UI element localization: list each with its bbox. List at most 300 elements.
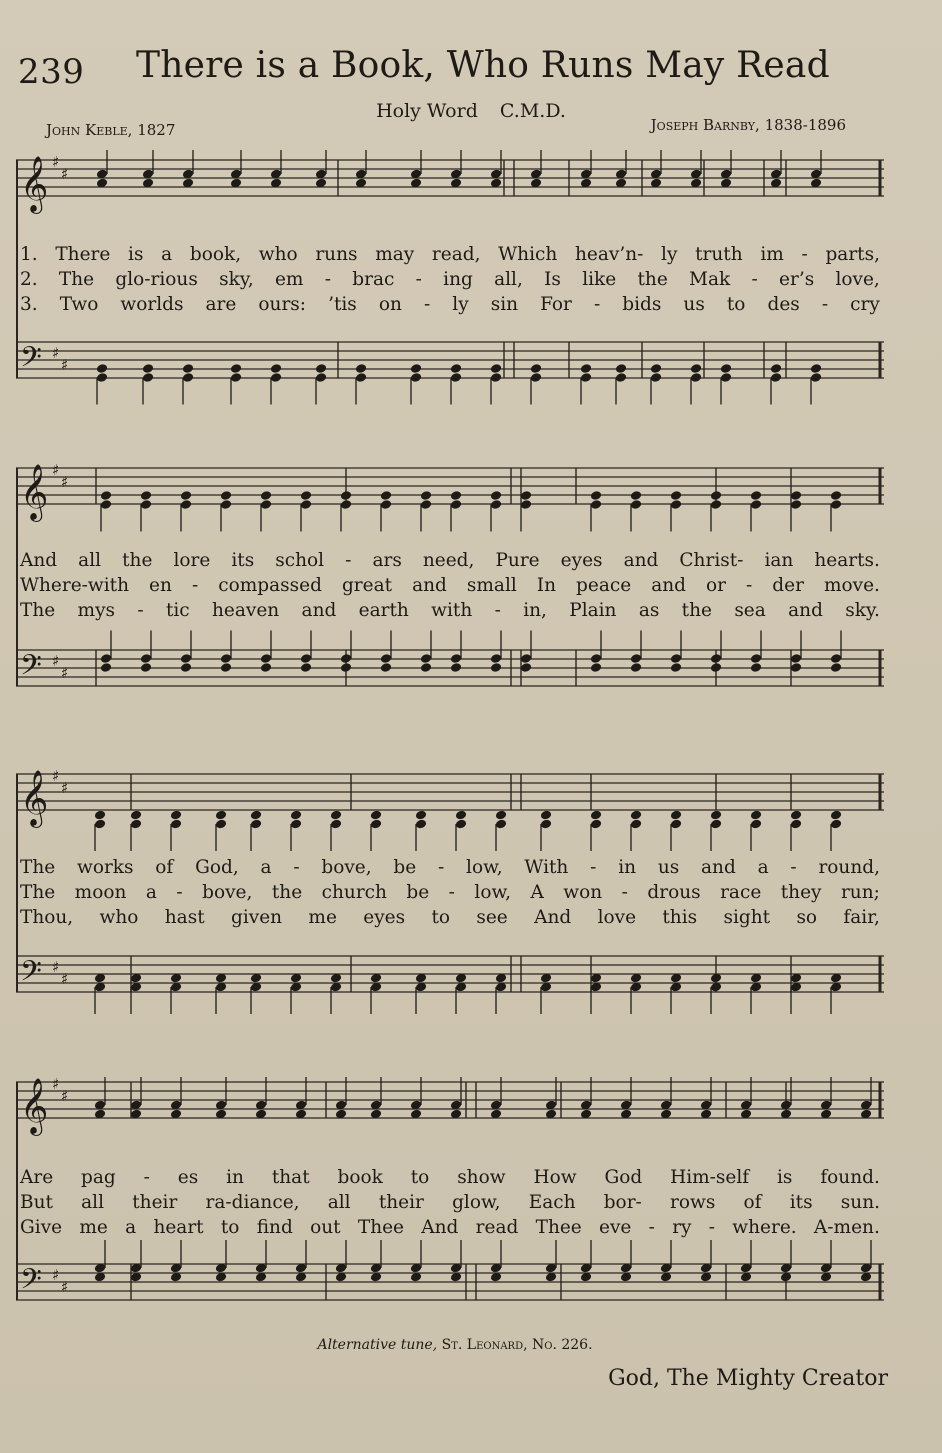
lyric-syllable: God: [604, 1167, 643, 1188]
lyric-syllable: as: [638, 600, 660, 621]
note-head: [142, 363, 155, 374]
lyric-syllable: And: [20, 550, 58, 571]
note-head: [720, 363, 733, 374]
lyric-syllable: How: [533, 1167, 577, 1188]
lyric-syllable: love,: [835, 269, 880, 290]
lyric-syllable: -: [648, 1217, 655, 1238]
note-head: [630, 490, 643, 501]
verse-row: [16, 294, 884, 315]
sharp-icon: ♯: [52, 1075, 60, 1093]
lyric-syllable: and: [701, 857, 736, 878]
note-head: [750, 490, 763, 501]
note-head: [94, 809, 107, 820]
lyric-syllable: Is: [544, 269, 561, 290]
lyric-syllable: sight: [723, 907, 771, 928]
sharp-icon: ♯: [52, 1266, 60, 1284]
lyric-syllable: A-men.: [813, 1217, 880, 1238]
note-head: [630, 809, 643, 820]
sharp-icon: ♯: [61, 356, 69, 374]
note-head: [690, 363, 703, 374]
lyric-syllable: And: [421, 1217, 459, 1238]
note-head: [630, 662, 643, 673]
lyric-syllable: their: [132, 1192, 178, 1213]
lyric-syllable: mys: [77, 600, 116, 621]
lyric-syllable: eve: [599, 1217, 632, 1238]
lyric-syllable: eyes: [363, 907, 406, 928]
lyric-syllable: des: [767, 294, 800, 315]
lyric-syllable: -: [593, 294, 601, 315]
lyric-syllable: Thou,: [20, 907, 74, 928]
verse-row: [16, 600, 884, 621]
lyric-syllable: compassed: [218, 575, 322, 596]
lyric-syllable: a: [161, 244, 173, 265]
lyric-syllable: 2.: [20, 269, 38, 290]
lyric-syllable: -: [494, 600, 501, 621]
lyric-syllable: and: [623, 550, 659, 571]
lyric-syllable: -: [176, 882, 183, 903]
lyric-syllable: glow,: [452, 1192, 501, 1213]
lyric-syllable: pag: [81, 1167, 116, 1188]
lyric-syllable: -: [423, 294, 431, 315]
lyric-syllable: to: [220, 1217, 240, 1238]
note-head: [340, 662, 353, 673]
lyric-syllable: er’s: [779, 269, 815, 290]
lyric-syllable: ours:: [258, 294, 307, 315]
lyric-syllable: heav’n-: [574, 244, 644, 265]
lyric-syllable: ry: [672, 1217, 692, 1238]
lyric-syllable: read: [475, 1217, 519, 1238]
lyric-syllable: this: [662, 907, 698, 928]
lyric-syllable: me: [79, 1217, 108, 1238]
note-head: [140, 662, 153, 673]
lyric-syllable: book: [337, 1167, 383, 1188]
lyric-syllable: -: [790, 857, 797, 878]
sharp-icon: ♯: [52, 153, 60, 171]
note-head: [300, 662, 313, 673]
note-head: [830, 490, 843, 501]
lyric-syllable: us: [657, 857, 680, 878]
lyric-syllable: im: [760, 244, 784, 265]
lyric-syllable: need,: [422, 550, 475, 571]
lyric-syllable: to: [726, 294, 746, 315]
lyric-syllable: given: [230, 907, 283, 928]
lyric-syllable: ian: [764, 550, 794, 571]
lyric-syllable: low,: [474, 882, 511, 903]
lyric-syllable: And: [534, 907, 572, 928]
lyric-syllable: God,: [195, 857, 239, 878]
note-head: [830, 662, 843, 673]
music-system-2: [16, 458, 884, 728]
lyric-syllable: -: [415, 269, 422, 290]
lyric-syllable: Which: [498, 244, 558, 265]
lyric-syllable: The: [20, 600, 56, 621]
lyric-syllable: truth: [695, 244, 743, 265]
lyric-syllable: in,: [523, 600, 547, 621]
lyric-syllable: -: [324, 269, 332, 290]
sharp-icon: ♯: [61, 473, 69, 491]
note-head: [215, 809, 228, 820]
lyric-syllable: -: [821, 294, 829, 315]
note-head: [270, 363, 283, 374]
lyric-syllable: great: [341, 575, 393, 596]
lyric-syllable: a: [145, 882, 157, 903]
lyric-syllable: and: [301, 600, 337, 621]
lyric-syllable: read,: [431, 244, 481, 265]
lyric-syllable: Each: [528, 1192, 576, 1213]
lyric-syllable: bids: [622, 294, 662, 315]
lyric-syllable: move.: [823, 575, 880, 596]
sharp-icon: ♯: [52, 767, 60, 785]
lyric-syllable: race: [720, 882, 762, 903]
bass-clef-icon: 𝄢: [20, 649, 42, 689]
note-head: [220, 662, 233, 673]
note-head: [750, 662, 763, 673]
lyric-syllable: With: [524, 857, 569, 878]
note-head: [420, 490, 433, 501]
lyric-syllable: Christ-: [679, 550, 744, 571]
note-head: [220, 490, 233, 501]
lyric-syllable: In: [536, 575, 557, 596]
note-head: [380, 490, 393, 501]
lyric-syllable: with: [431, 600, 473, 621]
lyric-syllable: the: [271, 882, 303, 903]
lyric-syllable: -: [143, 1167, 150, 1188]
note-head: [770, 363, 783, 374]
lyric-syllable: us: [683, 294, 705, 315]
sharp-icon: ♯: [61, 1087, 69, 1105]
note-head: [790, 809, 803, 820]
lyric-syllable: bove,: [321, 857, 372, 878]
note-head: [100, 662, 113, 673]
lyric-syllable: Pure: [495, 550, 540, 571]
note-head: [315, 363, 328, 374]
verse-row: [16, 1192, 884, 1213]
note-head: [830, 809, 843, 820]
note-head: [710, 490, 723, 501]
lyric-syllable: its: [231, 550, 255, 571]
note-head: [490, 490, 503, 501]
lyric-syllable: in: [618, 857, 637, 878]
note-head: [710, 662, 723, 673]
sharp-icon: ♯: [61, 1278, 69, 1296]
note-head: [260, 490, 273, 501]
note-head: [180, 662, 193, 673]
lyric-syllable: their: [378, 1192, 424, 1213]
lyric-syllable: on: [378, 294, 402, 315]
lyric-syllable: schol: [275, 550, 325, 571]
lyric-syllable: Where-with: [20, 575, 130, 596]
lyric-syllable: The: [20, 857, 56, 878]
lyric-syllable: all: [81, 1192, 105, 1213]
lyric-syllable: or: [706, 575, 726, 596]
lyric-syllable: Him-self: [670, 1167, 750, 1188]
lyric-syllable: see: [476, 907, 508, 928]
note-head: [410, 363, 423, 374]
note-head: [750, 809, 763, 820]
bass-clef-icon: 𝄢: [20, 1263, 42, 1303]
alternative-tune-name: St. Leonard, No. 226.: [441, 1337, 593, 1353]
lyric-syllable: church: [321, 882, 387, 903]
note-head: [650, 363, 663, 374]
lyric-syllable: 1.: [20, 244, 38, 265]
lyric-syllable: a: [125, 1217, 137, 1238]
lyric-syllable: -: [191, 575, 199, 596]
lyric-syllable: ly: [452, 294, 469, 315]
lyric-syllable: ing: [443, 269, 473, 290]
lyric-syllable: Mak: [689, 269, 731, 290]
lyric-syllable: peace: [576, 575, 632, 596]
lyric-syllable: -: [751, 269, 758, 290]
lyric-syllable: sky,: [219, 269, 254, 290]
lyric-syllable: es: [177, 1167, 199, 1188]
note-head: [590, 490, 603, 501]
verse-row: [16, 244, 884, 265]
treble-clef-icon: 𝄞: [20, 770, 49, 826]
lyric-syllable: book,: [189, 244, 242, 265]
lyric-syllable: who: [258, 244, 298, 265]
lyric-syllable: rows: [670, 1192, 716, 1213]
note-head: [355, 363, 368, 374]
note-head: [100, 490, 113, 501]
composer-credit: Joseph Barnby, 1838-1896: [650, 116, 846, 134]
lyric-syllable: sea: [734, 600, 766, 621]
note-head: [615, 363, 628, 374]
lyric-syllable: they: [780, 882, 822, 903]
lyric-syllable: For: [540, 294, 572, 315]
lyric-syllable: Are: [20, 1167, 54, 1188]
lyric-syllable: 3.: [20, 294, 38, 315]
sharp-icon: ♯: [52, 344, 60, 362]
lyric-syllable: A: [530, 882, 544, 903]
lyric-syllable: cry: [850, 294, 880, 315]
note-head: [490, 363, 503, 374]
note-head: [670, 490, 683, 501]
note-head: [96, 363, 109, 374]
note-head: [670, 662, 683, 673]
lyric-syllable: em: [274, 269, 304, 290]
lyric-syllable: and: [412, 575, 447, 596]
note-head: [420, 662, 433, 673]
lyric-syllable: of: [155, 857, 174, 878]
lyric-syllable: who: [99, 907, 139, 928]
music-system-4: [16, 1072, 884, 1342]
sharp-icon: ♯: [61, 165, 69, 183]
lyric-syllable: its: [789, 1192, 813, 1213]
note-head: [490, 662, 503, 673]
sharp-icon: ♯: [52, 461, 60, 479]
note-head: [590, 809, 603, 820]
lyric-syllable: glo-rious: [115, 269, 198, 290]
lyric-syllable: parts,: [825, 244, 880, 265]
note-head: [170, 809, 183, 820]
lyric-syllable: bor-: [603, 1192, 642, 1213]
lyric-syllable: Plain: [569, 600, 617, 621]
lyric-syllable: earth: [358, 600, 409, 621]
author-credit: John Keble, 1827: [46, 121, 176, 139]
note-head: [230, 363, 243, 374]
lyric-syllable: Thee: [535, 1217, 582, 1238]
lyric-syllable: sun.: [840, 1192, 880, 1213]
music-system-3: [16, 764, 884, 1034]
note-head: [450, 662, 463, 673]
lyric-syllable: -: [293, 857, 300, 878]
note-head: [670, 809, 683, 820]
note-head: [415, 809, 428, 820]
lyric-syllable: Give: [20, 1217, 63, 1238]
music-system-1: [16, 150, 884, 420]
lyric-syllable: small: [466, 575, 517, 596]
note-head: [340, 490, 353, 501]
section-title: God, The Mighty Creator: [608, 1366, 888, 1391]
sharp-icon: ♯: [52, 958, 60, 976]
lyric-syllable: a: [260, 857, 272, 878]
verse-row: [16, 857, 884, 878]
lyric-syllable: der: [772, 575, 804, 596]
lyric-syllable: won: [563, 882, 603, 903]
verse-row: [16, 575, 884, 596]
lyric-syllable: where.: [732, 1217, 797, 1238]
lyric-syllable: brac: [352, 269, 395, 290]
lyric-syllable: show: [457, 1167, 506, 1188]
lyric-syllable: the: [637, 269, 668, 290]
note-head: [810, 363, 823, 374]
note-head: [300, 490, 313, 501]
verse-row: [16, 550, 884, 571]
note-head: [710, 809, 723, 820]
lyric-syllable: and: [651, 575, 686, 596]
note-head: [495, 809, 508, 820]
lyric-syllable: Two: [59, 294, 99, 315]
lyric-syllable: ra-diance,: [205, 1192, 300, 1213]
lyric-syllable: that: [271, 1167, 310, 1188]
lyric-syllable: of: [743, 1192, 762, 1213]
lyric-syllable: There: [55, 244, 111, 265]
lyric-syllable: Thee: [357, 1217, 405, 1238]
lyric-syllable: -: [137, 600, 144, 621]
lyric-syllable: are: [205, 294, 237, 315]
lyric-syllable: en: [149, 575, 172, 596]
treble-clef-icon: 𝄞: [20, 1078, 49, 1134]
verse-row: [16, 907, 884, 928]
treble-clef-icon: 𝄞: [20, 156, 49, 212]
sharp-icon: ♯: [52, 652, 60, 670]
lyric-syllable: all: [78, 550, 102, 571]
lyric-syllable: tic: [165, 600, 190, 621]
lyric-syllable: -: [345, 550, 352, 571]
lyric-syllable: The: [58, 269, 95, 290]
lyric-syllable: -: [708, 1217, 716, 1238]
bass-clef-icon: 𝄢: [20, 955, 42, 995]
tune-name: Holy Word: [376, 100, 478, 122]
note-head: [380, 662, 393, 673]
lyric-syllable: But: [20, 1192, 53, 1213]
bass-clef-icon: 𝄢: [20, 341, 42, 381]
lyric-syllable: be: [406, 882, 430, 903]
lyric-syllable: runs: [315, 244, 358, 265]
lyric-syllable: ’tis: [328, 294, 357, 315]
lyric-syllable: heaven: [212, 600, 280, 621]
verse-row: [16, 1217, 884, 1238]
lyric-syllable: ly: [661, 244, 678, 265]
lyric-syllable: is: [777, 1167, 793, 1188]
alternative-tune-label: Alternative tune,: [317, 1337, 438, 1353]
sharp-icon: ♯: [61, 779, 69, 797]
sharp-icon: ♯: [61, 970, 69, 988]
lyric-syllable: drous: [647, 882, 701, 903]
lyric-syllable: -: [621, 882, 628, 903]
lyric-syllable: round,: [818, 857, 880, 878]
note-head: [370, 809, 383, 820]
alternative-tune-note: [0, 1337, 910, 1353]
lyric-syllable: worlds: [120, 294, 184, 315]
note-head: [290, 809, 303, 820]
lyric-syllable: run;: [840, 882, 880, 903]
note-head: [182, 363, 195, 374]
lyric-syllable: -: [746, 575, 753, 596]
lyric-syllable: hearts.: [814, 550, 880, 571]
lyric-syllable: -: [801, 244, 808, 265]
lyric-syllable: fair,: [843, 907, 880, 928]
lyric-syllable: the: [122, 550, 153, 571]
lyric-syllable: eyes: [560, 550, 603, 571]
lyric-syllable: me: [308, 907, 337, 928]
note-head: [580, 363, 593, 374]
sharp-icon: ♯: [61, 664, 69, 682]
lyric-syllable: the: [681, 600, 712, 621]
note-head: [260, 662, 273, 673]
note-head: [450, 363, 463, 374]
lyric-syllable: and: [788, 600, 823, 621]
note-head: [590, 662, 603, 673]
lyric-syllable: -: [448, 882, 455, 903]
lyric-syllable: -: [590, 857, 597, 878]
lyric-syllable: to: [431, 907, 451, 928]
treble-clef-icon: 𝄞: [20, 464, 49, 520]
note-head: [450, 490, 463, 501]
note-head: [250, 809, 263, 820]
note-head: [455, 809, 468, 820]
lyric-syllable: find: [256, 1217, 293, 1238]
lyric-syllable: hast: [164, 907, 205, 928]
note-head: [330, 809, 343, 820]
lyric-syllable: so: [796, 907, 818, 928]
lyric-syllable: found.: [820, 1167, 880, 1188]
lyric-syllable: -: [437, 857, 445, 878]
lyric-syllable: all: [327, 1192, 351, 1213]
lyric-syllable: ars: [372, 550, 402, 571]
hymn-title: There is a Book, Who Runs May Read: [136, 45, 830, 86]
lyric-syllable: all,: [494, 269, 523, 290]
lyric-syllable: to: [410, 1167, 430, 1188]
lyric-syllable: is: [128, 244, 144, 265]
lyric-syllable: The: [20, 882, 56, 903]
lyric-syllable: be: [393, 857, 417, 878]
lyric-syllable: sin: [490, 294, 519, 315]
hymn-number: 239: [18, 52, 85, 92]
lyric-syllable: out: [310, 1217, 341, 1238]
lyric-syllable: low,: [466, 857, 503, 878]
note-head: [140, 490, 153, 501]
lyric-syllable: in: [226, 1167, 244, 1188]
note-head: [530, 363, 543, 374]
lyric-syllable: a: [757, 857, 769, 878]
lyric-syllable: love: [597, 907, 637, 928]
lyric-syllable: sky.: [845, 600, 880, 621]
note-head: [130, 809, 143, 820]
note-head: [540, 809, 553, 820]
lyric-syllable: works: [76, 857, 134, 878]
lyric-syllable: moon: [74, 882, 127, 903]
